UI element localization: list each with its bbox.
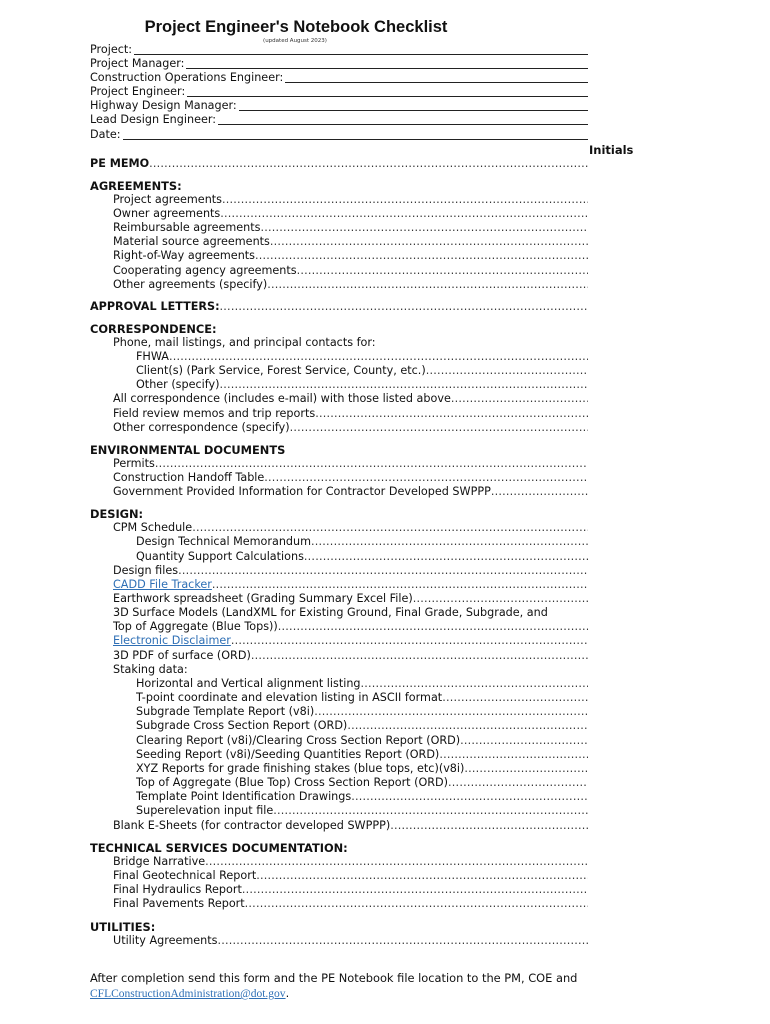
checklist-item[interactable]: Quantity Support Calculations ..... xyxy=(136,550,588,564)
initials-column-label: Initials xyxy=(589,143,634,157)
checklist-item[interactable]: All correspondence (includes e-mail) with those listed above ..... xyxy=(113,392,588,406)
checklist-item[interactable]: Horizontal and Vertical alignment listing ..... xyxy=(136,677,588,691)
checklist-item[interactable]: Other correspondence (specify) ..... xyxy=(113,421,588,435)
construction-operations-engineer-field[interactable]: Construction Operations Engineer: xyxy=(90,71,588,85)
checklist-item[interactable]: T-point coordinate and elevation listing in ASCII format ..... xyxy=(136,691,588,705)
approval-letters-row[interactable]: APPROVAL LETTERS: ..... xyxy=(90,300,588,314)
correspondence-heading: CORRESPONDENCE: xyxy=(90,322,217,336)
checklist-item[interactable]: Client(s) (Park Service, Forest Service, County, etc.) ..... xyxy=(136,364,588,378)
checklist-item[interactable]: Blank E-Sheets (for contractor developed SWPPP) ..... xyxy=(113,819,588,833)
date-field[interactable]: Date: xyxy=(90,128,588,142)
staking-data-label: Staking data: xyxy=(113,663,188,676)
contacts-intro: Phone, mail listings, and principal contacts for: xyxy=(113,336,376,349)
checklist-item[interactable]: Seeding Report (v8i)/Seeding Quantities Report (ORD) ..... xyxy=(136,748,588,762)
checklist-item[interactable]: Template Point Identification Drawings ..... xyxy=(136,790,588,804)
checklist-item[interactable]: Bridge Narrative ..... xyxy=(113,855,588,869)
checklist-item[interactable]: 3D PDF of surface (ORD) ..... xyxy=(113,649,588,663)
highway-design-manager-field[interactable]: Highway Design Manager: xyxy=(90,99,588,113)
surface-models-text: 3D Surface Models (LandXML for Existing Ground, Final Grade, Subgrade, and xyxy=(113,606,548,619)
checklist-item[interactable]: Subgrade Template Report (v8i) ..... xyxy=(136,705,588,719)
cadd-file-tracker-link[interactable]: CADD File Tracker xyxy=(113,578,212,591)
checklist-item[interactable] xyxy=(113,578,588,592)
technical-services-heading: TECHNICAL SERVICES DOCUMENTATION: xyxy=(90,841,348,855)
checklist-item[interactable]: Government Provided Information for Contractor Developed SWPPP ..... xyxy=(113,485,588,499)
checklist-item[interactable]: Other agreements (specify) ..... xyxy=(113,278,588,292)
checklist-item[interactable]: Final Hydraulics Report ..... xyxy=(113,883,588,897)
environmental-heading: ENVIRONMENTAL DOCUMENTS xyxy=(90,443,286,457)
electronic-disclaimer-link[interactable]: Electronic Disclaimer xyxy=(113,634,231,647)
checklist-item[interactable]: Cooperating agency agreements ..... xyxy=(113,264,588,278)
checklist-item[interactable]: Utility Agreements ..... xyxy=(113,934,588,948)
agreements-heading: AGREEMENTS: xyxy=(90,179,182,193)
checklist-item[interactable]: Right-of-Way agreements ..... xyxy=(113,249,588,263)
project-manager-field[interactable]: Project Manager: xyxy=(90,57,588,71)
project-engineer-field[interactable]: Project Engineer: xyxy=(90,85,588,99)
checklist-item[interactable] xyxy=(113,634,588,648)
checklist-item[interactable]: Design Technical Memorandum ..... xyxy=(136,535,588,549)
checklist-item[interactable]: Permits ..... xyxy=(113,457,588,471)
footer-instructions: After completion send this form and the PE Notebook file location to the PM, COE and CFLConstructionAdministration@dot.gov. xyxy=(90,971,578,1000)
pe-memo-row[interactable]: PE MEMO ..... xyxy=(90,157,588,171)
checklist-item[interactable]: Top of Aggregate (Blue Tops)) ..... xyxy=(113,620,588,634)
checklist-item[interactable]: Final Geotechnical Report ..... xyxy=(113,869,588,883)
checklist-item[interactable]: Other (specify) ..... xyxy=(136,378,588,392)
page-title: Project Engineer's Notebook Checklist xyxy=(144,18,448,36)
checklist-item[interactable]: FHWA ..... xyxy=(136,350,588,364)
design-heading: DESIGN: xyxy=(90,507,144,521)
checklist-item[interactable]: Design files ..... xyxy=(113,564,588,578)
checklist-item[interactable]: Clearing Report (v8i)/Clearing Cross Section Report (ORD) ..... xyxy=(136,734,588,748)
checklist-item[interactable]: Reimbursable agreements ..... xyxy=(113,221,588,235)
utilities-heading: UTILITIES: xyxy=(90,920,156,934)
checklist-item[interactable]: Field review memos and trip reports ..... xyxy=(113,407,588,421)
checklist-item[interactable]: Project agreements ..... xyxy=(113,193,588,207)
checklist-item[interactable]: Subgrade Cross Section Report (ORD) ..... xyxy=(136,719,588,733)
checklist-item[interactable]: CPM Schedule ..... xyxy=(113,521,588,535)
checklist-item[interactable]: Superelevation input file ..... xyxy=(136,804,588,818)
email-link[interactable]: CFLConstructionAdministration@dot.gov xyxy=(90,988,286,1000)
checklist-item[interactable]: Owner agreements ..... xyxy=(113,207,588,221)
checklist-item[interactable]: Final Pavements Report ..... xyxy=(113,897,588,911)
checklist-item[interactable]: Earthwork spreadsheet (Grading Summary Excel File) ..... xyxy=(113,592,588,606)
project-field[interactable]: Project: xyxy=(90,43,588,57)
lead-design-engineer-field[interactable]: Lead Design Engineer: xyxy=(90,113,588,127)
checklist-item[interactable]: Top of Aggregate (Blue Top) Cross Section Report (ORD) ..... xyxy=(136,776,588,790)
updated-note: (updated August 2023) xyxy=(263,38,327,44)
checklist-item[interactable]: XYZ Reports for grade finishing stakes (blue tops, etc)(v8i) ..... xyxy=(136,762,588,776)
checklist-item[interactable]: Material source agreements ..... xyxy=(113,235,588,249)
checklist-item[interactable]: Construction Handoff Table ..... xyxy=(113,471,588,485)
